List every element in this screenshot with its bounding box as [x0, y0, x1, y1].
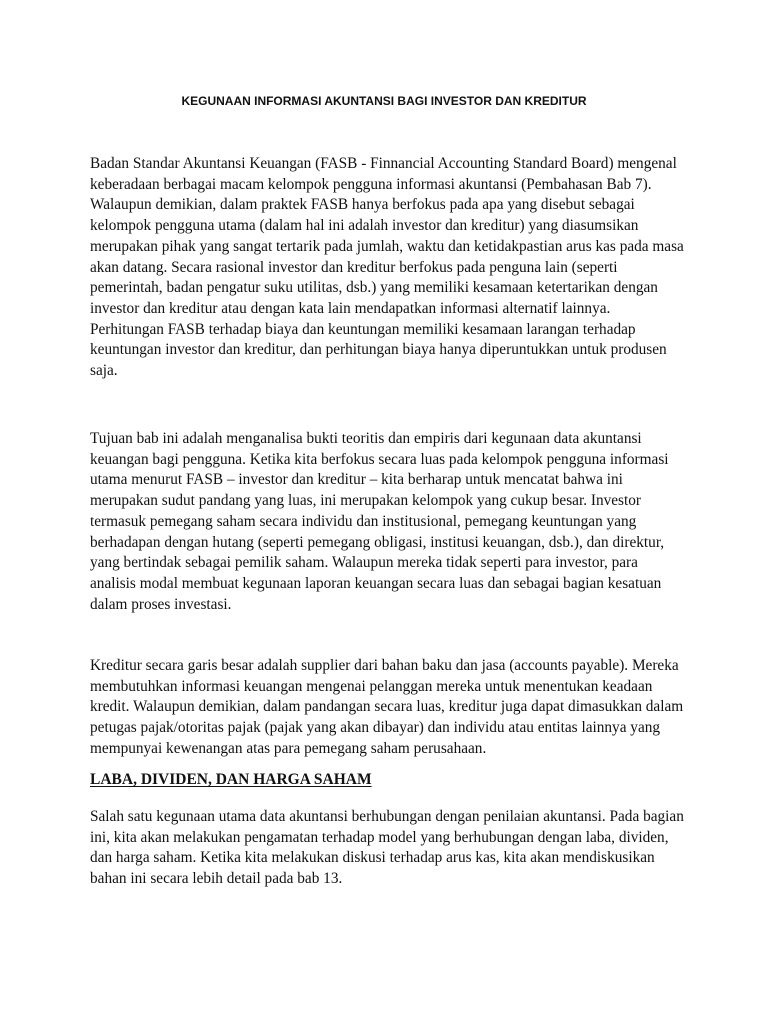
- paragraph-creditors: [90, 656, 686, 760]
- text-line: ini, kita akan melakukan pengamatan terhadap model yang berhubungan dengan laba, dividen,: [90, 828, 669, 846]
- paragraph-fasb-user-groups: [90, 154, 686, 382]
- text-line: saja.: [90, 362, 118, 380]
- text-line: analisis modal membuat kegunaan laporan keuangan secara luas dan sebagai bagian kesatuan: [90, 574, 662, 592]
- paragraph-earnings-dividends: [90, 807, 686, 890]
- text-line: kredit. Walaupun demikian, dalam pandangan secara luas, kreditur juga dapat dimasukkan dalam: [90, 698, 684, 716]
- text-line: mempunyai kewenangan atas para pemegang saham perusahaan.: [90, 739, 487, 757]
- text-line: berhadapan dengan hutang (seperti pemegang obligasi, institusi keuangan, dsb.), dan direktur,: [90, 533, 665, 551]
- text-line: merupakan pihak yang sangat tertarik pada jumlah, waktu dan ketidakpastian arus kas pada masa: [90, 237, 684, 255]
- text-line: keberadaan berbagai macam kelompok pengguna informasi akuntansi (Pembahasan Bab 7).: [90, 175, 652, 193]
- document-title: KEGUNAAN INFORMASI AKUNTANSI BAGI INVESTOR DAN KREDITUR: [181, 94, 587, 108]
- text-line: bahan ini secara lebih detail pada bab 13.: [90, 870, 343, 888]
- text-line: dan harga saham. Ketika kita melakukan diskusi terhadap arus kas, kita akan mendiskusikan: [90, 849, 655, 867]
- text-line: yang bertindak sebagai pemilik saham. Walaupun mereka tidak seperti para investor, para: [90, 554, 638, 572]
- text-line: akan datang. Secara rasional investor dan kreditur berfokus pada penguna lain (seperti: [90, 258, 618, 276]
- section-heading: LABA, DIVIDEN, DAN HARGA SAHAM: [90, 771, 372, 788]
- text-line: keuntungan investor dan kreditur, dan perhitungan biaya hanya diperuntukkan untuk produsen: [90, 341, 667, 359]
- text-line: investor dan kreditur atau dengan kata lain mendapatkan informasi alternatif lainnya.: [90, 299, 611, 317]
- text-line: termasuk pemegang saham secara individu dan institusional, pemegang keuntungan yang: [90, 512, 637, 530]
- text-line: Walaupun demikian, dalam praktek FASB hanya berfokus pada apa yang disebut sebagai: [90, 196, 635, 214]
- text-line: Tujuan bab ini adalah menganalisa bukti teoritis dan empiris dari kegunaan data akuntansi: [90, 430, 642, 447]
- text-line: petugas pajak/otoritas pajak (pajak yang akan dibayar) dan individu atau entitas lainnya yang: [90, 719, 661, 737]
- text-line: kelompok pengguna utama (dalam hal ini adalah investor dan kreditur) yang diasumsikan: [90, 217, 639, 235]
- text-line: pemerintah, badan pengatur suku utilitas, dsb.) yang memiliki kesamaan ketertarikan dengan: [90, 279, 658, 297]
- text-line: membutuhkan informasi keuangan mengenai pelanggan mereka untuk menentukan keadaan: [90, 677, 653, 695]
- text-line: Kreditur secara garis besar adalah supplier dari bahan baku dan jasa (accounts payable). Mereka: [90, 657, 679, 674]
- text-line: merupakan sudut pandang yang luas, ini merupakan kelompok yang cukup besar. Investor: [90, 492, 641, 510]
- text-line: Perhitungan FASB terhadap biaya dan keuntungan memiliki kesamaan larangan terhadap: [90, 320, 636, 338]
- text-line: dalam proses investasi.: [90, 595, 232, 613]
- text-line: keuangan bagi pengguna. Ketika kita berfokus secara luas pada kelompok pengguna informasi: [90, 450, 669, 468]
- text-line: Salah satu kegunaan utama data akuntansi berhubungan dengan penilaian akuntansi. Pada bagian: [90, 808, 684, 825]
- paragraph-chapter-purpose: [90, 429, 686, 615]
- text-line: Badan Standar Akuntansi Keuangan (FASB - Finnancial Accounting Standard Board) mengenal: [90, 155, 677, 172]
- text-line: utama menurut FASB – investor dan kreditur – kita berharap untuk mencatat bahwa ini: [90, 471, 623, 489]
